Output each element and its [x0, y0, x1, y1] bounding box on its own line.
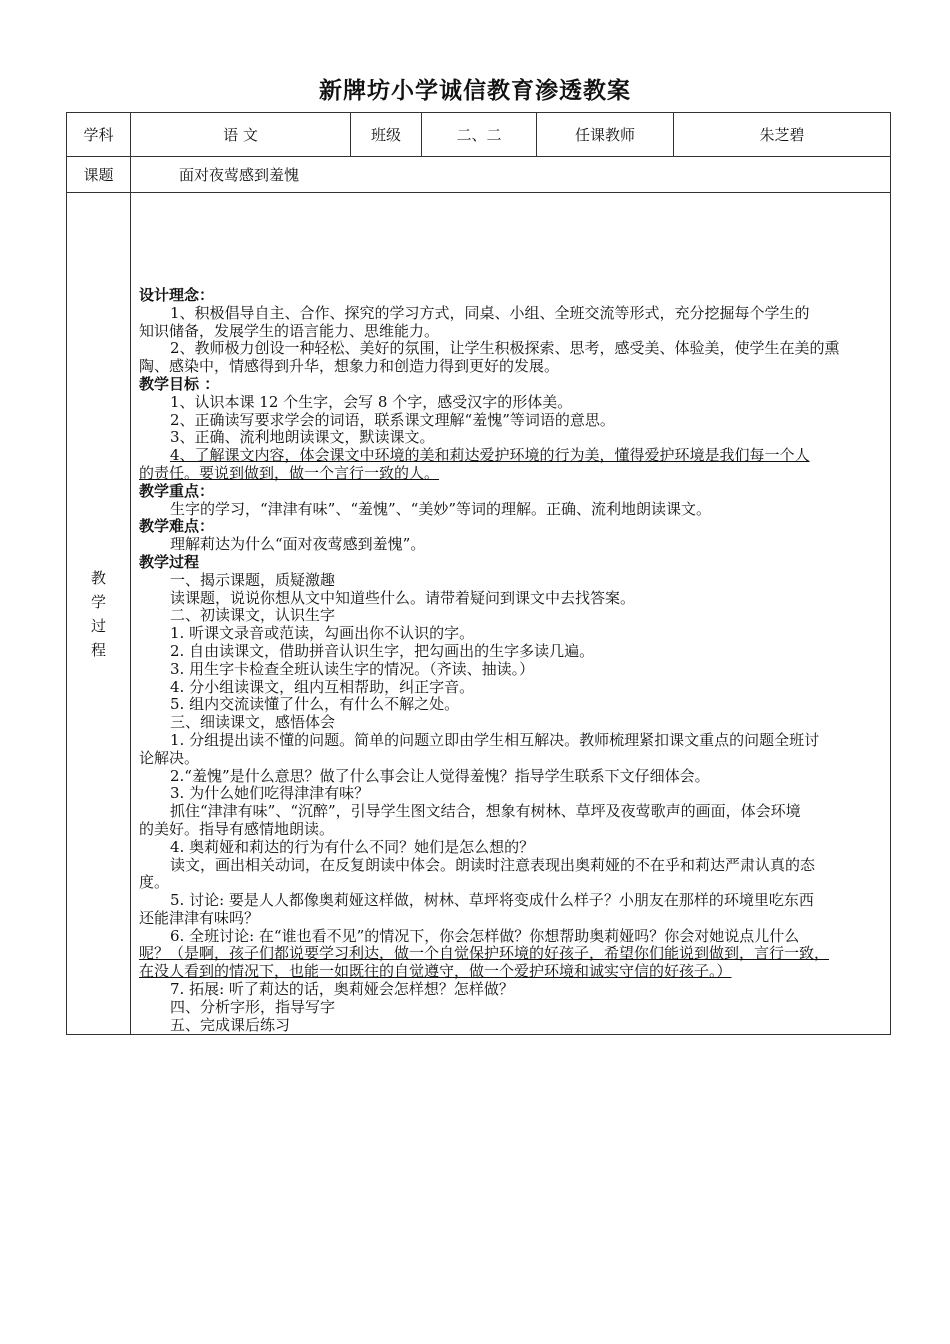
lesson-plan-table — [66, 112, 891, 1035]
content-line: 7. 拓展: 听了莉达的话，奥莉娅会怎样想？怎样做？ — [170, 980, 514, 999]
content-line: 三、细读课文，感悟体会 — [170, 713, 336, 732]
content-line: 1、积极倡导自主、合作、探究的学习方式，同桌、小组、全班交流等形式，充分挖掘每个学生的 — [170, 303, 810, 322]
content-line: 1. 听课文录音或范读，勾画出你不认识的字。 — [170, 624, 475, 643]
process-label-char: 过 — [90, 616, 106, 635]
content-line: 2. 自由读课文，借助拼音认识生字，把勾画出的生字多读几遍。 — [170, 641, 595, 660]
content-line: 2、正确读写要求学会的词语，联系课文理解“羞愧”等词语的意思。 — [170, 410, 615, 429]
content-line: 4. 分小组读课文，组内互相帮助，纠正字音。 — [170, 677, 475, 696]
content-line: 在没人看到的情况下，也能一如既往的自觉遵守，做一个爱护环境和诚实守信的好孩子。） — [139, 962, 732, 981]
process-content — [131, 193, 891, 1035]
content-line: 生字的学习，“津津有味”、“羞愧”、“美妙”等词的理解。正确、流利地朗读课文。 — [170, 499, 712, 518]
class-value: 二、二 — [422, 113, 537, 157]
content-line: 4. 奥莉娅和莉达的行为有什么不同？她们是怎么想的？ — [170, 837, 535, 856]
document-title: 新牌坊小学诚信教育渗透教案 — [319, 77, 631, 104]
content-line: 读课题，说说你想从文中知道些什么。请带着疑问到课文中去找答案。 — [170, 588, 636, 607]
content-line: 五、完成课后练习 — [170, 1015, 291, 1034]
topic-value: 面对夜莺感到羞愧 — [131, 157, 891, 193]
content-line: 的美好。指导有感情地朗读。 — [139, 819, 335, 838]
content-line: 度。 — [139, 873, 170, 892]
topic-label: 课题 — [67, 157, 131, 193]
teacher-label: 任课教师 — [537, 113, 674, 157]
content-line: 四、分析字形，指导写字 — [170, 997, 336, 1016]
content-line: 一、揭示课题，质疑激趣 — [170, 570, 336, 589]
content-line: 呢？（是啊，孩子们都说要学习利达，做一个自觉保护环境的好孩子，希望你们能说到做到，言行一致， — [139, 944, 830, 963]
content-line: 的责任。要说到做到，做一个言行一致的人。 — [139, 463, 440, 482]
header-row — [67, 113, 891, 157]
content-line: 教学过程 — [139, 552, 200, 571]
content-line: 理解莉达为什么“面对夜莺感到羞愧”。 — [170, 535, 426, 554]
content-line: 2.“羞愧”是什么意思？做了什么事会让人觉得羞愧？指导学生联系下文仔细体会。 — [170, 766, 710, 785]
content-line: 2、教师极力创设一种轻松、美好的氛围，让学生积极探索、思考，感受美、体验美，使学生在美的熏 — [170, 339, 840, 358]
content-line: 5. 组内交流读懂了什么，有什么不解之处。 — [170, 695, 460, 714]
content-line: 5. 讨论: 要是人人都像奥莉娅这样做，树林、草坪将变成什么样子？小朋友在那样的环境里吃东西 — [170, 891, 814, 910]
class-label: 班级 — [351, 113, 422, 157]
subject-label: 学科 — [67, 113, 131, 157]
content-line: 还能津津有味吗？ — [139, 908, 260, 927]
content-line: 陶、感染中，情感得到升华，想象力和创造力得到更好的发展。 — [139, 357, 560, 376]
subject-value: 语 文 — [131, 113, 351, 157]
content-line: 3、正确、流利地朗读课文，默读课文。 — [170, 428, 435, 447]
content-line: 4、了解课文内容，体会课文中环境的美和莉达爱护环境的行为美，懂得爱护环境是我们每一个人 — [170, 446, 810, 465]
content-line: 教学目标 ： — [139, 374, 220, 393]
topic-row — [67, 157, 891, 193]
content-line: 教学重点： — [139, 481, 215, 500]
process-label-char: 教 — [90, 568, 106, 587]
content-line: 6. 全班讨论: 在“谁也看不见”的情况下，你会怎样做？你想帮助奥莉娅吗？你会对她说点儿什么 — [170, 926, 800, 945]
content-line: 抓住“津津有味”、“沉醉”，引导学生图文结合，想象有树林、草坪及夜莺歌声的画面，体会环境 — [170, 802, 801, 821]
content-line: 3. 为什么她们吃得津津有味？ — [170, 784, 370, 803]
teacher-value: 朱芝碧 — [674, 113, 891, 157]
content-line: 论解决。 — [139, 748, 200, 767]
process-row — [67, 193, 891, 1035]
content-line: 教学难点： — [139, 517, 215, 536]
content-line: 1、认识本课 12 个生字，会写 8 个字，感受汉字的形体美。 — [170, 392, 573, 411]
content-line: 读文，画出相关动词，在反复朗读中体会。朗读时注意表现出奥莉娅的不在乎和莉达严肃认真的态 — [170, 855, 816, 874]
process-label-char: 学 — [90, 592, 106, 611]
process-label-char: 程 — [90, 640, 106, 659]
content-line: 知识储备，发展学生的语言能力、思维能力。 — [139, 321, 440, 340]
process-label — [67, 193, 131, 1035]
content-line: 1. 分组提出读不懂的问题。简单的问题立即由学生相互解决。教师梳理紧扣课文重点的问题全班讨 — [170, 730, 820, 749]
process-lines — [139, 287, 882, 1034]
content-line: 3. 用生字卡检查全班认读生字的情况。（齐读、抽读。） — [170, 659, 535, 678]
content-line: 设计理念： — [139, 286, 215, 304]
content-line: 二、初读课文，认识生字 — [170, 606, 336, 625]
